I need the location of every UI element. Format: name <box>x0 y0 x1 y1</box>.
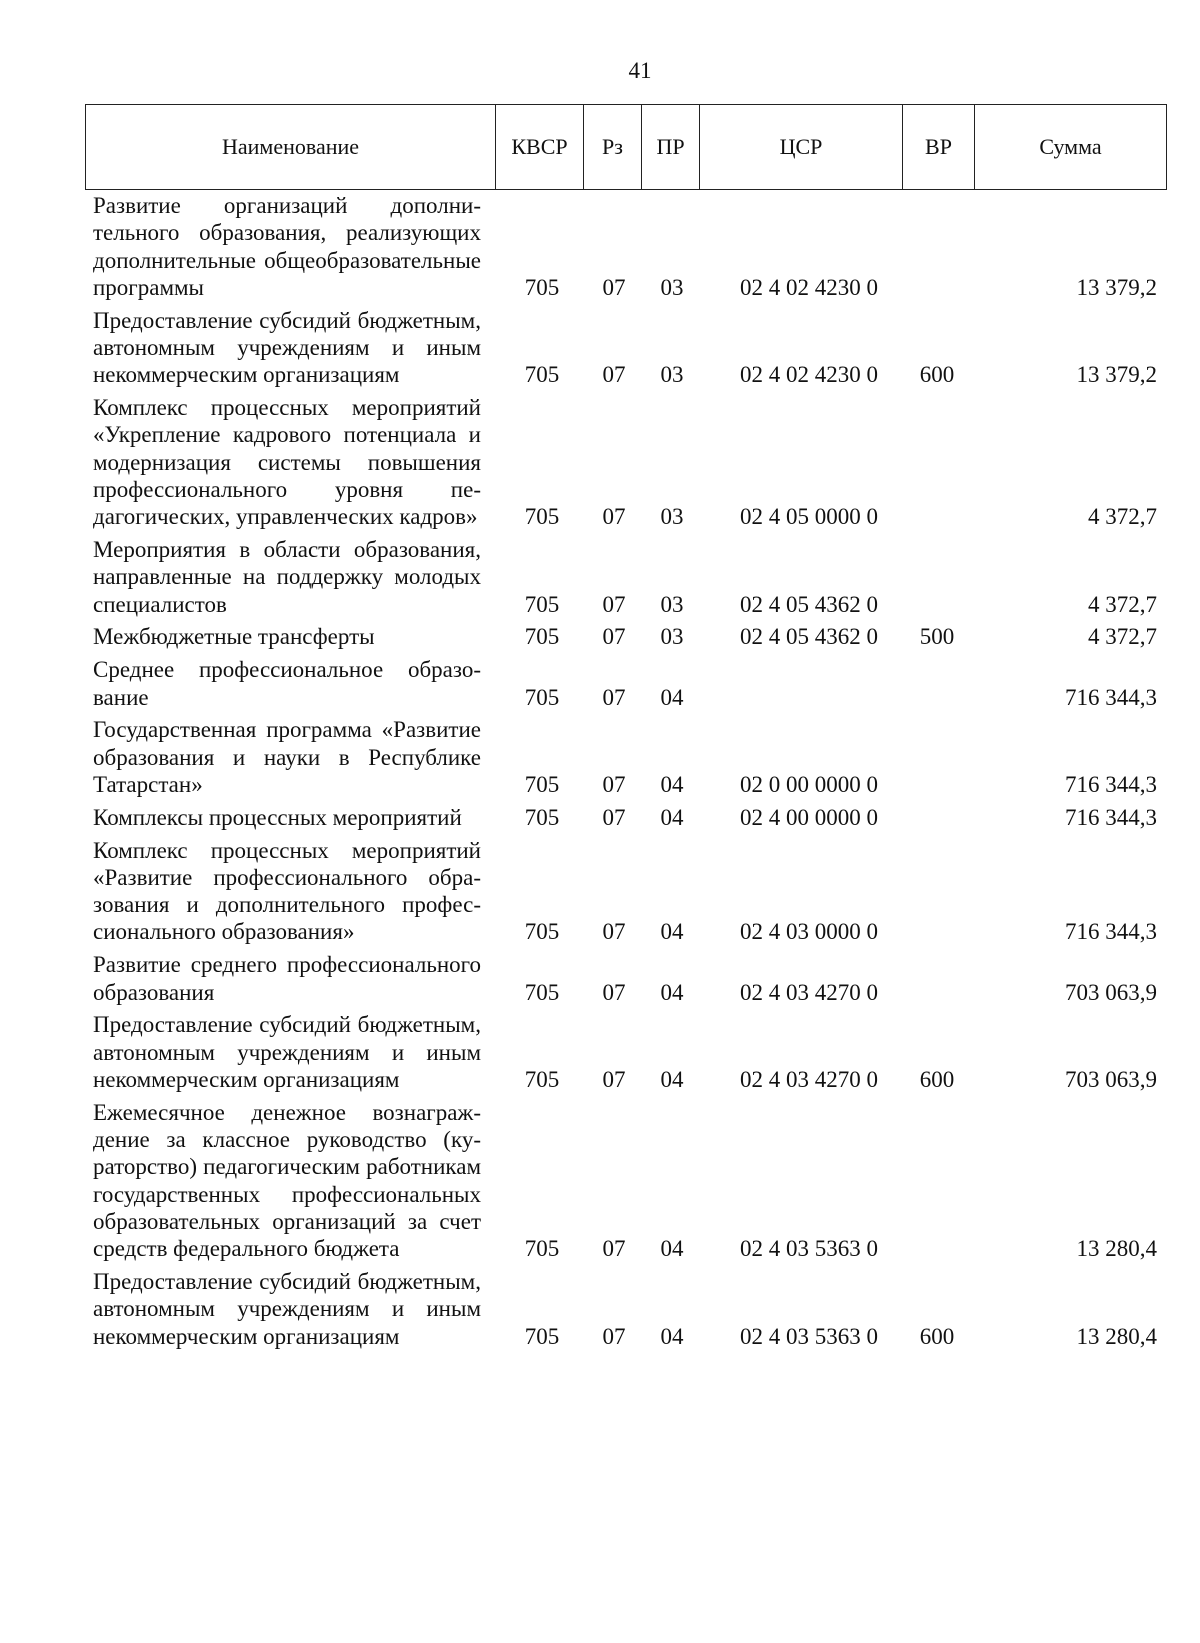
page-number: 41 <box>628 58 652 83</box>
row-kvsr: 705 <box>524 804 560 830</box>
row-kvsr: 705 <box>524 979 560 1005</box>
row-rz: 07 <box>602 771 626 797</box>
row-csr: 02 4 03 4270 0 <box>740 979 878 1005</box>
row-name: Межбюджетные трансферты <box>93 624 375 650</box>
row-kvsr: 705 <box>524 919 560 945</box>
row-pr: 04 <box>660 804 684 830</box>
row-name: Мероприятия в области образования, направленные на поддержку молодых специалистов <box>93 537 481 617</box>
row-rz: 07 <box>602 1066 626 1092</box>
row-sum: 716 344,3 <box>1065 684 1157 710</box>
row-rz: 07 <box>602 591 626 617</box>
row-name: Предоставление субсидий бюджетным, автономным учреждениям и иным некоммерческим организациям <box>93 1012 481 1092</box>
header-csr: ЦСР <box>700 105 903 189</box>
row-name: Комплекс процессных мероприятий «Укрепление кадрового потенциала и модернизация системы повышения профессионального уровня педагогических, управленческих кадров» <box>93 395 481 530</box>
row-name: Государственная программа «Развитие образования и науки в Республике Татарстан» <box>93 717 481 797</box>
row-vr: 600 <box>919 362 955 388</box>
row-csr: 02 4 05 0000 0 <box>740 504 878 530</box>
row-name: Предоставление субсидий бюджетным, автономным учреждениям и иным некоммерческим организациям <box>93 1268 481 1349</box>
row-pr: 03 <box>660 504 684 530</box>
row-rz: 07 <box>602 1323 626 1349</box>
row-vr: 600 <box>919 1323 955 1349</box>
row-name: Комплексы процессных мероприятий <box>93 804 462 830</box>
table-row <box>93 307 1173 389</box>
row-sum: 4 372,7 <box>1088 624 1157 650</box>
row-kvsr: 705 <box>524 362 560 388</box>
table-row <box>93 536 1173 618</box>
row-csr: 02 0 00 0000 0 <box>740 771 878 797</box>
row-sum: 716 344,3 <box>1065 804 1157 830</box>
row-rz: 07 <box>602 919 626 945</box>
table-row <box>93 192 1173 301</box>
row-sum: 703 063,9 <box>1065 1066 1157 1092</box>
row-sum: 703 063,9 <box>1065 979 1157 1005</box>
table-row <box>93 1011 1173 1093</box>
row-csr: 02 4 03 4270 0 <box>740 1066 878 1092</box>
row-pr: 04 <box>660 1066 684 1092</box>
row-kvsr: 705 <box>524 274 560 300</box>
row-csr: 02 4 03 0000 0 <box>740 919 878 945</box>
row-pr: 04 <box>660 684 684 710</box>
row-rz: 07 <box>602 804 626 830</box>
row-sum: 716 344,3 <box>1065 919 1157 945</box>
row-pr: 03 <box>660 362 684 388</box>
row-kvsr: 705 <box>524 1066 560 1092</box>
row-rz: 07 <box>602 1236 626 1262</box>
row-rz: 07 <box>602 504 626 530</box>
row-csr: 02 4 00 0000 0 <box>740 804 878 830</box>
row-csr: 02 4 03 5363 0 <box>740 1236 878 1262</box>
row-sum: 13 280,4 <box>1076 1323 1157 1349</box>
row-csr: 02 4 02 4230 0 <box>740 274 878 300</box>
row-kvsr: 705 <box>524 591 560 617</box>
budget-table-body <box>93 192 1173 1355</box>
row-sum: 13 379,2 <box>1076 274 1157 300</box>
row-rz: 07 <box>602 362 626 388</box>
row-rz: 07 <box>602 624 626 650</box>
row-sum: 4 372,7 <box>1088 504 1157 530</box>
row-sum: 4 372,7 <box>1088 591 1157 617</box>
row-pr: 04 <box>660 1236 684 1262</box>
row-kvsr: 705 <box>524 504 560 530</box>
row-pr: 03 <box>660 624 684 650</box>
header-kvsr: КВСР <box>496 105 584 189</box>
table-row <box>93 951 1173 1006</box>
table-row <box>93 394 1173 530</box>
row-rz: 07 <box>602 979 626 1005</box>
row-pr: 04 <box>660 919 684 945</box>
table-row <box>93 716 1173 798</box>
row-csr: 02 4 03 5363 0 <box>740 1323 878 1349</box>
row-sum: 13 280,4 <box>1076 1236 1157 1262</box>
row-name: Ежемесячное денежное вознаграждение за классное руководство (кураторство) педагогическим работникам государственных профессиональных образовательных организаций за счет средств федерального бюджета <box>93 1099 481 1262</box>
row-name: Предоставление субсидий бюджетным, автономным учреждениям и иным некоммерческим организациям <box>93 307 481 388</box>
row-name: Развитие среднего профессионального образования <box>93 952 481 1005</box>
row-kvsr: 705 <box>524 684 560 710</box>
row-sum: 13 379,2 <box>1076 362 1157 388</box>
row-pr: 04 <box>660 1323 684 1349</box>
row-csr: 02 4 05 4362 0 <box>740 624 878 650</box>
header-vr: ВР <box>903 105 975 189</box>
row-pr: 04 <box>660 979 684 1005</box>
row-name: Среднее профессиональное образование <box>93 657 481 710</box>
table-row <box>93 837 1173 946</box>
row-name: Комплекс процессных мероприятий «Развитие профессионального образования и дополнительного профессионального образования» <box>93 837 481 945</box>
header-rz: Рз <box>584 105 642 189</box>
header-pr: ПР <box>642 105 700 189</box>
header-name: Наименование <box>86 105 496 189</box>
table-row <box>93 1268 1173 1350</box>
row-vr: 600 <box>919 1066 955 1092</box>
table-row <box>93 623 1173 650</box>
row-csr: 02 4 02 4230 0 <box>740 362 878 388</box>
row-pr: 04 <box>660 771 684 797</box>
table-row <box>93 1099 1173 1263</box>
row-sum: 716 344,3 <box>1065 771 1157 797</box>
row-kvsr: 705 <box>524 771 560 797</box>
row-pr: 03 <box>660 274 684 300</box>
row-name: Развитие организаций дополнительного образования, реализующих дополнительные общеобразовательные программы <box>93 193 481 300</box>
row-rz: 07 <box>602 274 626 300</box>
row-csr: 02 4 05 4362 0 <box>740 591 878 617</box>
table-header <box>85 104 1167 190</box>
row-vr: 500 <box>919 624 955 650</box>
table-row <box>93 656 1173 711</box>
table-row <box>93 804 1173 831</box>
row-kvsr: 705 <box>524 1323 560 1349</box>
row-rz: 07 <box>602 684 626 710</box>
header-sum: Сумма <box>1039 134 1102 159</box>
row-kvsr: 705 <box>524 1236 560 1262</box>
row-kvsr: 705 <box>524 624 560 650</box>
row-pr: 03 <box>660 591 684 617</box>
